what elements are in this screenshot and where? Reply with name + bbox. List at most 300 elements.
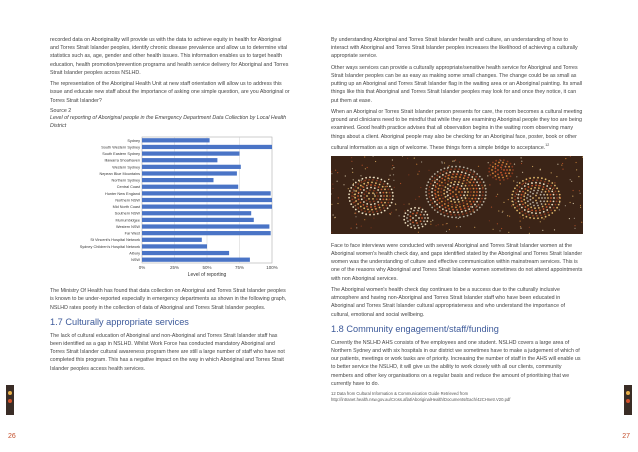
painting-dot: [551, 172, 552, 173]
painting-dot: [544, 197, 546, 199]
painting-dot: [412, 221, 414, 223]
painting-dot: [446, 223, 447, 224]
painting-dot: [500, 171, 502, 173]
painting-dot: [442, 174, 444, 176]
painting-dot: [543, 183, 545, 185]
painting-dot: [441, 188, 443, 190]
painting-dot: [460, 194, 462, 196]
painting-dot: [461, 171, 463, 173]
painting-dot: [427, 201, 429, 203]
painting-dot: [437, 171, 439, 173]
painting-dot: [424, 217, 426, 219]
painting-dot: [357, 183, 359, 185]
painting-dot: [391, 201, 393, 203]
painting-dot: [407, 214, 409, 216]
painting-dot: [374, 203, 376, 205]
painting-dot: [521, 163, 522, 164]
painting-dot: [489, 220, 490, 221]
painting-dot: [450, 213, 452, 215]
painting-dot: [420, 220, 422, 222]
painting-dot: [474, 172, 475, 173]
painting-dot: [451, 179, 453, 181]
painting-dot: [456, 188, 457, 189]
chart-category-label: Sydney Children's Hospital Network: [79, 245, 140, 250]
painting-dot: [369, 210, 370, 211]
painting-dot: [475, 184, 477, 186]
painting-dot: [507, 177, 509, 179]
painting-dot: [470, 179, 472, 181]
footnote-ref: 12: [545, 142, 550, 147]
painting-dot: [547, 182, 549, 184]
painting-dot: [403, 219, 405, 221]
painting-dot: [492, 176, 494, 178]
painting-dot: [380, 181, 382, 183]
painting-dot: [439, 184, 441, 186]
painting-dot: [521, 183, 523, 185]
painting-dot: [540, 221, 541, 222]
painting-dot: [521, 194, 523, 196]
painting-dot: [412, 217, 414, 219]
painting-dot: [478, 204, 480, 206]
painting-dot: [388, 188, 390, 190]
painting-dot: [532, 179, 534, 181]
painting-dot: [353, 201, 355, 203]
painting-dot: [525, 183, 526, 184]
painting-dot: [550, 209, 552, 211]
painting-dot: [460, 174, 462, 176]
painting-dot: [441, 200, 443, 202]
painting-dot: [555, 203, 557, 205]
painting-dot: [413, 209, 415, 211]
painting-dot: [525, 202, 527, 204]
painting-dot: [521, 210, 523, 212]
painting-dot: [457, 171, 459, 173]
painting-dot: [355, 212, 356, 213]
painting-dot: [539, 209, 541, 211]
painting-dot: [556, 193, 558, 195]
painting-dot: [351, 227, 352, 228]
painting-dot: [555, 190, 557, 192]
painting-dot: [386, 204, 388, 206]
painting-dot: [378, 186, 380, 188]
chart-bar: [142, 191, 271, 195]
painting-dot: [372, 179, 374, 181]
painting-dot: [528, 214, 530, 216]
painting-dot: [363, 197, 365, 199]
painting-dot: [434, 189, 436, 191]
painting-dot: [337, 180, 338, 181]
painting-dot: [527, 209, 528, 210]
painting-dot: [473, 201, 475, 203]
painting-dot: [417, 209, 419, 211]
painting-dot: [352, 168, 353, 169]
painting-dot: [345, 175, 346, 176]
painting-dot: [532, 197, 534, 199]
painting-dot: [436, 178, 438, 180]
painting-dot: [374, 205, 376, 207]
painting-dot: [445, 175, 447, 177]
painting-dot: [435, 194, 436, 195]
painting-dot: [366, 203, 368, 205]
painting-dot: [371, 227, 372, 228]
painting-dot: [432, 202, 434, 204]
painting-dot: [478, 178, 480, 180]
aboriginal-dot-painting: [331, 156, 583, 234]
chart-category-label: Mid North Coast: [112, 205, 140, 210]
painting-dot: [355, 205, 356, 206]
painting-dot: [540, 214, 542, 216]
painting-dot: [548, 203, 550, 205]
painting-dot: [415, 199, 416, 200]
right-paragraph-1: By understanding Aboriginal and Torres Strait Islander health and culture, an understanding of how to interact with Aboriginal and Torres Strait Islander peoples increases the likelihood of achieving a culturally appropriate service.: [331, 37, 578, 60]
painting-dot: [463, 188, 465, 190]
painting-dot: [366, 195, 368, 197]
painting-dot: [530, 191, 532, 193]
painting-dot: [353, 183, 354, 184]
painting-dot: [562, 163, 563, 164]
painting-dot: [371, 208, 373, 210]
painting-dot: [543, 194, 545, 196]
painting-dot: [508, 172, 510, 174]
painting-dot: [534, 207, 536, 209]
painting-dot: [514, 195, 516, 197]
painting-dot: [465, 210, 467, 212]
painting-dot: [506, 175, 508, 177]
left-column: [50, 36, 290, 376]
painting-dot: [536, 192, 538, 194]
painting-dot: [559, 202, 560, 203]
painting-dot: [556, 176, 557, 177]
painting-dot: [430, 221, 431, 222]
painting-dot: [421, 223, 423, 225]
painting-dot: [525, 206, 527, 208]
painting-dot: [355, 208, 357, 210]
painting-dot: [452, 160, 453, 161]
painting-dot: [551, 203, 553, 205]
painting-dot: [409, 203, 410, 204]
painting-dot: [471, 176, 473, 178]
painting-dot: [553, 187, 555, 189]
painting-dot: [407, 157, 408, 158]
painting-dot: [441, 161, 442, 162]
painting-dot: [559, 196, 560, 197]
painting-dot: [479, 206, 481, 208]
painting-dot: [485, 197, 486, 198]
painting-dot: [529, 211, 530, 212]
painting-dot: [457, 211, 459, 213]
painting-dot: [514, 207, 516, 209]
painting-dot: [438, 187, 440, 189]
painting-dot: [530, 199, 532, 201]
painting-dot: [373, 213, 375, 215]
painting-dot: [526, 178, 528, 180]
painting-dot: [375, 161, 376, 162]
painting-dot: [470, 194, 472, 196]
painting-dot: [464, 191, 466, 193]
painting-dot: [556, 187, 558, 189]
painting-dot: [353, 196, 354, 197]
painting-dot: [479, 187, 481, 189]
painting-dot: [535, 184, 537, 186]
painting-dot: [515, 192, 517, 194]
painting-dot: [367, 181, 369, 183]
painting-dot: [459, 161, 460, 162]
painting-dot: [444, 162, 445, 163]
painting-dot: [421, 217, 423, 219]
painting-dot: [530, 203, 532, 205]
painting-dot: [441, 185, 442, 186]
painting-dot: [556, 207, 558, 209]
painting-dot: [541, 177, 543, 179]
painting-dot: [434, 180, 435, 181]
painting-dot: [373, 200, 375, 202]
painting-dot: [446, 191, 448, 193]
painting-dot: [467, 208, 468, 209]
painting-dot: [453, 198, 455, 200]
painting-dot: [414, 207, 416, 209]
painting-dot: [456, 173, 458, 175]
painting-dot: [423, 214, 425, 216]
painting-dot: [440, 169, 442, 171]
chart-x-tick-label: 0%: [138, 265, 146, 271]
chart-bar: [142, 138, 210, 142]
painting-dot: [458, 201, 460, 203]
painting-dot: [444, 214, 446, 216]
painting-dot: [521, 157, 522, 158]
painting-dot: [500, 183, 501, 184]
painting-dot: [428, 193, 430, 195]
painting-dot: [533, 217, 535, 219]
painting-dot: [524, 185, 526, 187]
painting-dot: [457, 204, 458, 205]
painting-dot: [358, 192, 359, 193]
painting-dot: [517, 181, 518, 182]
painting-dot: [488, 162, 489, 163]
painting-dot: [565, 158, 566, 159]
right-column: [331, 36, 583, 403]
painting-dot: [362, 164, 363, 165]
painting-dot: [554, 209, 556, 211]
painting-dot: [570, 179, 571, 180]
painting-dot: [528, 180, 530, 182]
painting-dot: [476, 205, 477, 206]
painting-dot: [449, 171, 451, 173]
painting-dot: [435, 196, 437, 198]
chart-bar: [142, 211, 251, 215]
painting-dot: [425, 194, 427, 196]
painting-dot: [391, 212, 392, 213]
painting-dot: [523, 195, 525, 197]
painting-dot: [451, 166, 453, 168]
painting-dot: [353, 179, 354, 180]
tab-dot-icon: [8, 399, 12, 403]
painting-dot: [468, 184, 470, 186]
painting-dot: [390, 174, 391, 175]
painting-dot: [415, 214, 417, 216]
painting-dot: [366, 187, 368, 189]
painting-dot: [421, 161, 422, 162]
chart-category-label: Far West: [124, 231, 140, 236]
painting-dot: [352, 206, 354, 208]
painting-dot: [527, 200, 529, 202]
painting-dot: [503, 202, 504, 203]
painting-dot: [553, 193, 555, 195]
painting-dot: [476, 173, 478, 175]
painting-dot: [436, 199, 438, 201]
painting-dot: [441, 194, 443, 196]
painting-dot: [448, 208, 450, 210]
painting-dot: [530, 195, 532, 197]
painting-dot: [373, 189, 375, 191]
painting-dot: [453, 211, 455, 213]
painting-dot: [541, 203, 543, 205]
painting-dot: [349, 200, 351, 202]
painting-dot: [348, 193, 350, 195]
painting-dot: [392, 168, 393, 169]
chart-category-label: Central Coast: [116, 185, 140, 190]
painting-dot: [473, 191, 475, 193]
painting-dot: [513, 180, 514, 181]
painting-dot: [461, 191, 463, 193]
painting-dot: [502, 210, 503, 211]
painting-dot: [365, 168, 366, 169]
painting-dot: [454, 168, 456, 170]
source-text: Level of reporting of Aboriginal people in the Emergency Department Data Collection by Local Health District: [50, 115, 287, 129]
painting-dot: [452, 209, 454, 211]
painting-dot: [527, 194, 529, 196]
painting-dot: [499, 179, 501, 181]
left-paragraph-4: The lack of cultural education of Aboriginal and non-Aboriginal and Torres Strait Islander staff has been identified as a gap in NSLHD. Whilst Work Force has conducted mandatory Aboriginal and Torres Strait Islander cultural awareness program there are still a large number of staff who have not completed this program. This has a negative impact on the way in which Aboriginal and Torres Strait Islander peoples access health services.: [50, 332, 285, 372]
painting-dot: [356, 227, 357, 228]
painting-dot: [363, 193, 365, 195]
painting-dot: [502, 211, 503, 212]
painting-dot: [519, 208, 521, 210]
painting-dot: [462, 182, 464, 184]
painting-dot: [458, 181, 460, 183]
painting-dot: [434, 173, 436, 175]
painting-dot: [444, 167, 446, 169]
painting-dot: [502, 161, 504, 163]
painting-dot: [445, 186, 447, 188]
painting-dot: [472, 208, 474, 210]
chart-bar: [142, 225, 269, 229]
painting-dot: [439, 206, 441, 208]
painting-dot: [436, 174, 438, 176]
painting-dot: [451, 206, 453, 208]
painting-dot: [354, 197, 356, 199]
painting-dot: [438, 194, 440, 196]
painting-dot: [373, 177, 374, 178]
painting-dot: [451, 216, 453, 218]
painting-dot: [378, 204, 380, 206]
painting-dot: [532, 166, 533, 167]
painting-dot: [469, 171, 471, 173]
painting-dot: [431, 176, 432, 177]
painting-dot: [393, 174, 394, 175]
painting-dot: [380, 209, 382, 211]
painting-dot: [455, 176, 457, 178]
painting-dot: [476, 201, 478, 203]
painting-dot: [387, 186, 388, 187]
painting-dot: [544, 181, 546, 183]
painting-dot: [370, 206, 372, 208]
painting-dot: [373, 217, 374, 218]
painting-dot: [485, 194, 487, 196]
painting-dot: [510, 163, 512, 165]
painting-dot: [443, 211, 445, 213]
painting-dot: [360, 188, 362, 190]
painting-dot: [524, 209, 526, 211]
painting-dot: [437, 211, 439, 213]
painting-dot: [522, 180, 524, 182]
painting-dot: [455, 204, 457, 206]
painting-dot: [372, 192, 374, 194]
painting-dot: [506, 163, 508, 165]
painting-dot: [389, 195, 391, 197]
painting-dot: [478, 165, 479, 166]
painting-dot: [539, 182, 541, 184]
painting-dot: [550, 185, 552, 187]
painting-dot: [360, 195, 362, 197]
chart-category-label: Southern NSW: [114, 211, 140, 216]
painting-dot: [445, 200, 447, 202]
painting-dot: [335, 169, 336, 170]
painting-dot: [508, 166, 510, 168]
painting-dot: [426, 184, 428, 186]
painting-dot: [450, 200, 452, 202]
painting-dot: [416, 222, 418, 224]
chart-bar: [142, 152, 240, 156]
painting-dot: [442, 162, 443, 163]
painting-dot: [434, 205, 436, 207]
painting-dot: [538, 185, 539, 186]
painting-dot: [478, 184, 480, 186]
painting-dot: [363, 201, 365, 203]
painting-dot: [443, 193, 445, 195]
painting-dot: [439, 210, 441, 212]
painting-dot: [505, 172, 507, 174]
painting-dot: [403, 203, 404, 204]
painting-dot: [463, 166, 465, 168]
left-paragraph-2: The representation of the Aboriginal Health Unit at new staff orientation will allow us to address this issue and educate new staff about the importance of asking one simple question, are you Aboriginal or Torres Strait Islander?: [50, 81, 290, 104]
painting-dot: [382, 204, 384, 206]
tab-dot-icon: [626, 399, 630, 403]
painting-dot: [450, 185, 452, 187]
painting-dot: [518, 200, 520, 202]
painting-dot: [364, 179, 366, 181]
painting-dot: [463, 180, 464, 181]
tab-dot-icon: [626, 391, 630, 395]
painting-dot: [332, 188, 333, 189]
painting-dot: [384, 180, 386, 182]
painting-dot: [492, 172, 494, 174]
painting-dot: [581, 221, 582, 222]
painting-dot: [350, 203, 352, 205]
painting-dot: [389, 204, 391, 206]
painting-dot: [455, 165, 457, 167]
painting-dot: [558, 190, 560, 192]
painting-dot: [481, 184, 483, 186]
painting-dot: [527, 204, 529, 206]
painting-dot: [495, 163, 497, 165]
right-paragraph-3-text: When an Aboriginal or Torres Strait Islander person presents for care, the room becomes a cultural meeting ground and clinicians need to be mindful that while they are examining Aboriginal people they too are being examined. Good health practice advises that all observation begins in the waiting room observing many things about a client. Aboriginal people may also be checking for an Aboriginal face, poster, book or other cultural information as a sign of welcome. These things form a simple bridge to acceptance.: [331, 109, 583, 151]
painting-dot: [535, 182, 537, 184]
painting-dot: [524, 194, 525, 195]
painting-dot: [355, 216, 356, 217]
painting-dot: [379, 183, 381, 185]
painting-dot: [473, 194, 475, 196]
source-caption: [50, 108, 290, 130]
